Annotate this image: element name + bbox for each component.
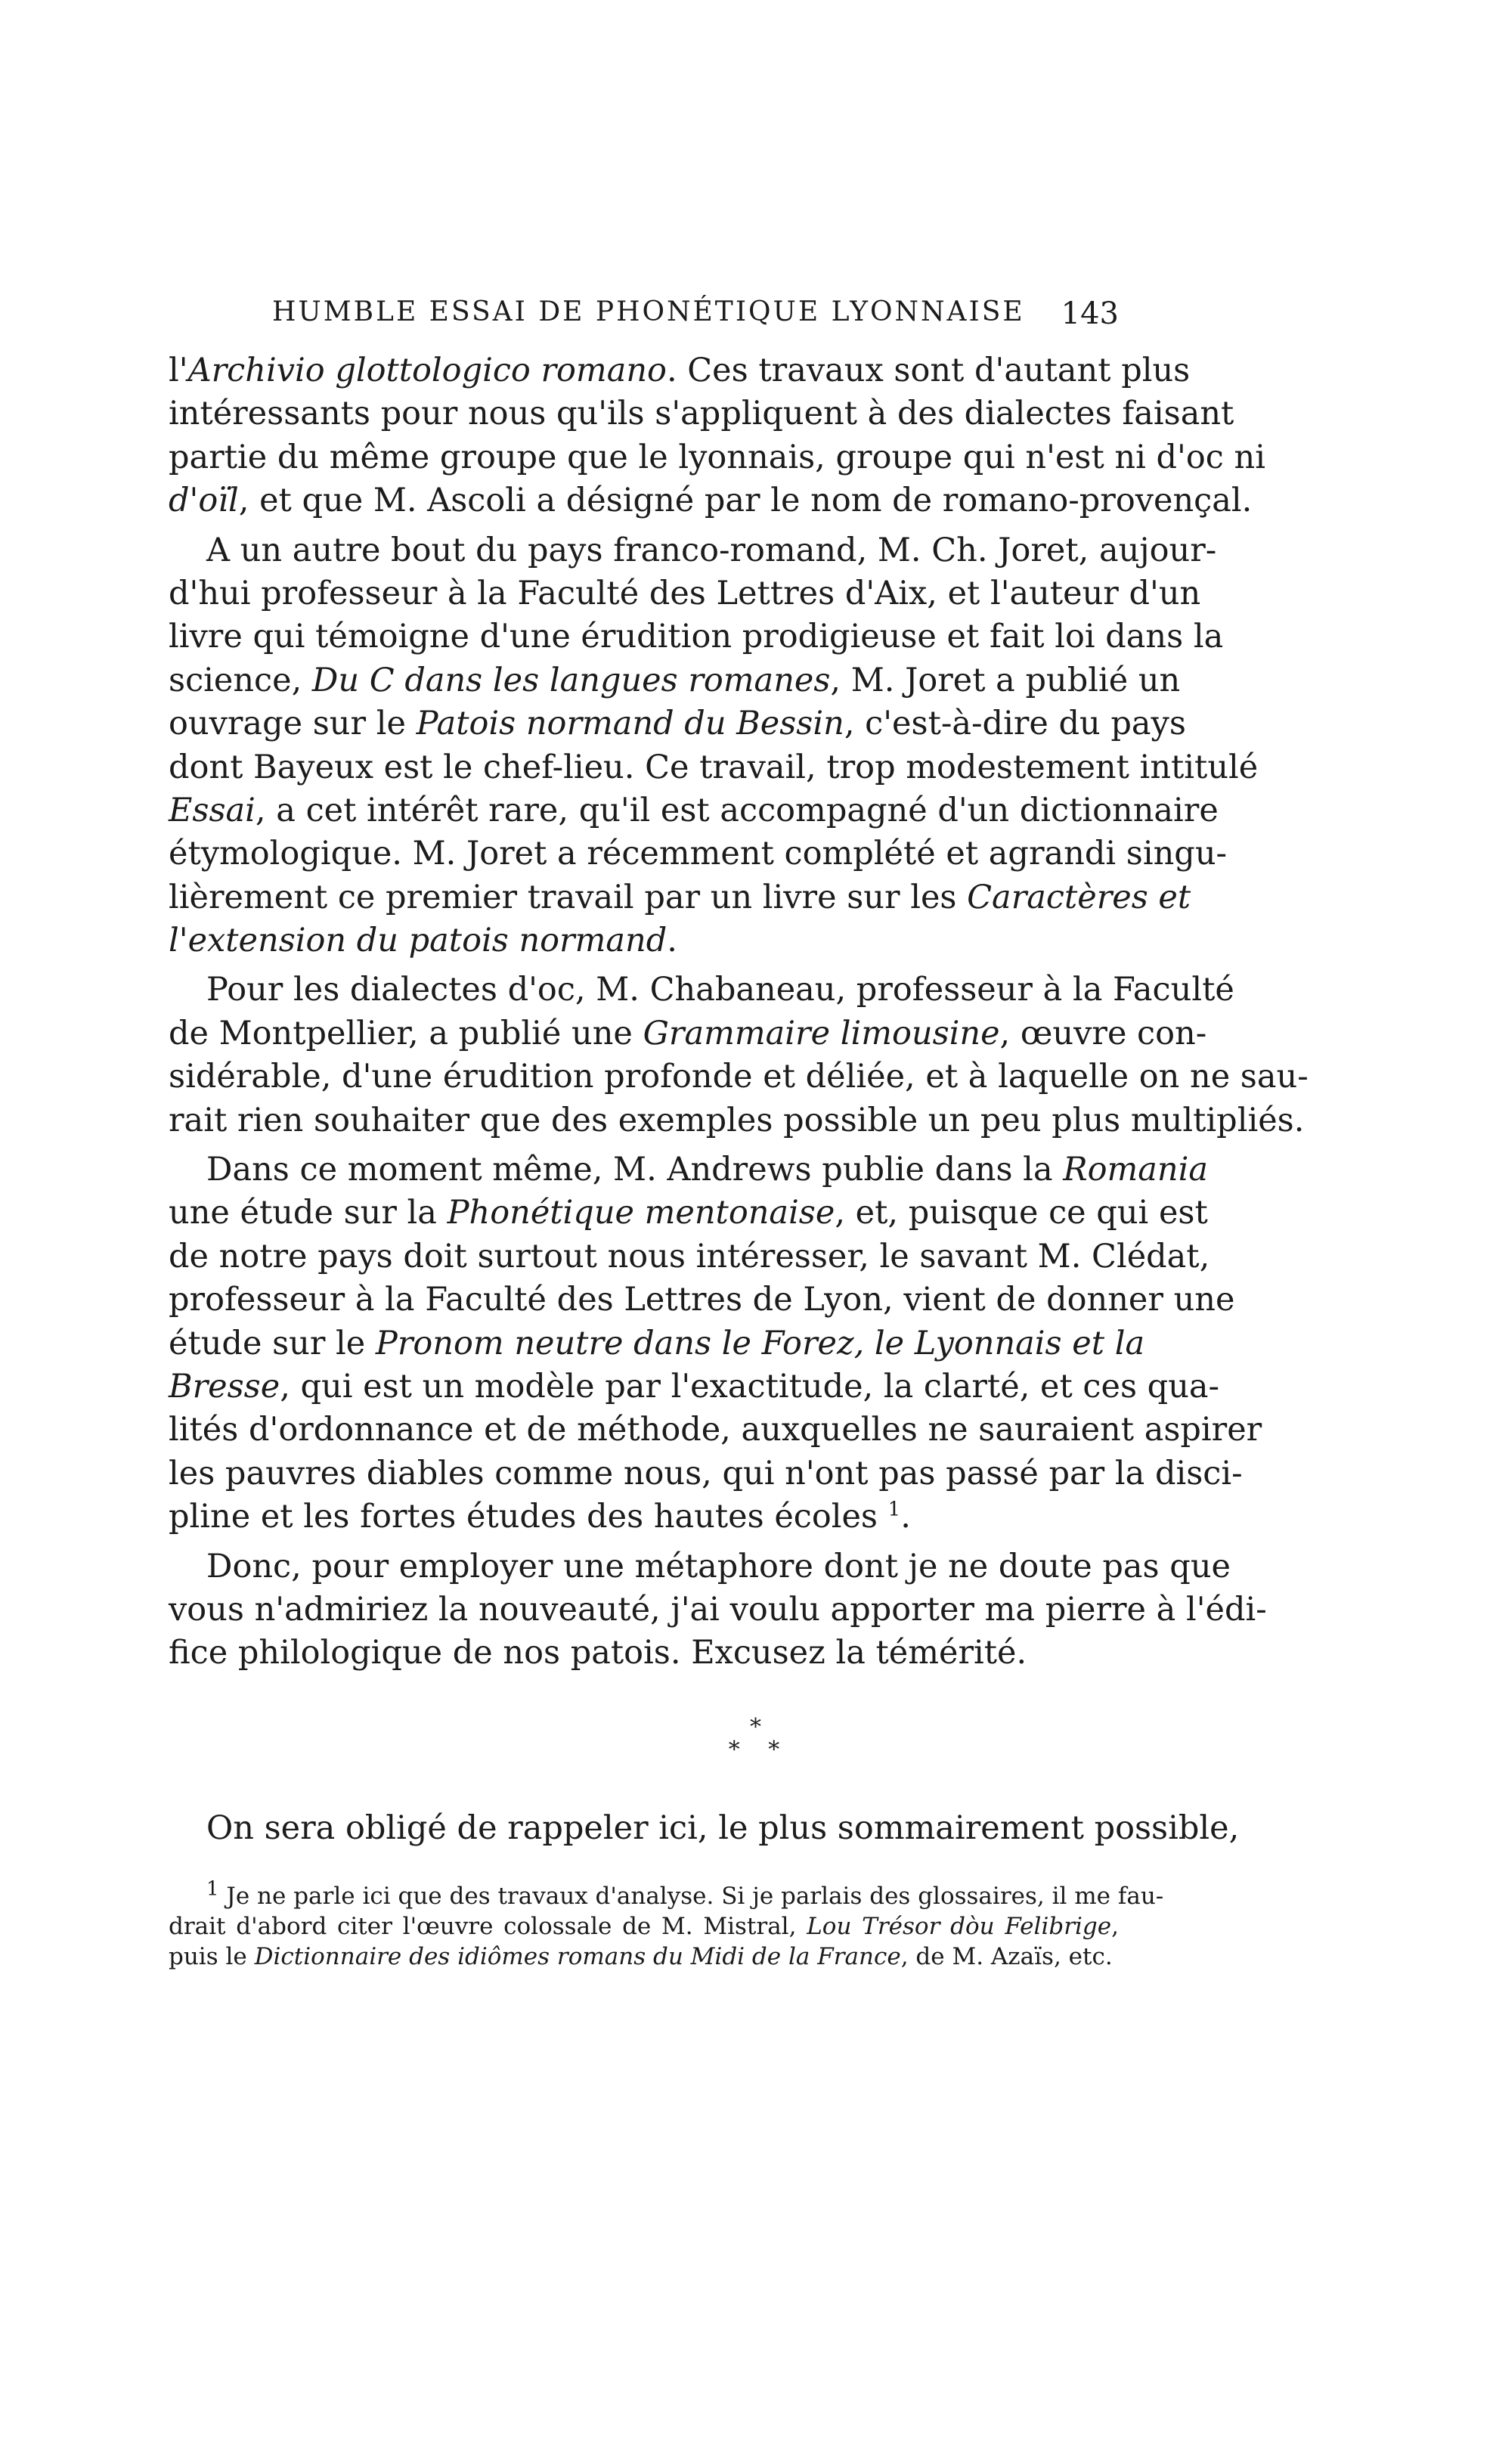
text-line [169, 1055, 1309, 1099]
text-line [169, 572, 1201, 615]
text-line [169, 436, 1265, 479]
text-run: étude sur le [169, 1324, 376, 1362]
text-run: , M. Joret a publié un [830, 661, 1181, 699]
footnote-marker: 1 [887, 1498, 901, 1521]
italic-title: l'extension du patois normand [169, 922, 667, 960]
text-run: rait rien souhaiter que des exemples possible un peu plus multipliés. [169, 1101, 1305, 1139]
text-run: , a cet intérêt rare, qu'il est accompagné d'un dictionnaire [255, 791, 1219, 829]
italic-title: Essai [169, 791, 256, 829]
text-run: de Montpellier, a publié une [169, 1014, 643, 1052]
text-run: puis le [169, 1943, 255, 1970]
italic-title: Romania [1063, 1151, 1209, 1189]
text-line [169, 1099, 1305, 1142]
italic-title: Patois normand du Bessin [416, 705, 844, 743]
running-head [272, 296, 1119, 342]
text-line [169, 876, 1191, 919]
italic-title: d'oïl [169, 482, 239, 520]
text-run: livre qui témoigne d'une érudition prodigieuse et fait loi dans la [169, 618, 1224, 656]
section-separator [0, 1716, 1496, 1769]
italic-title: Caractères et [967, 878, 1191, 916]
text-run: fice philologique de nos patois. Excusez la témérité. [169, 1634, 1027, 1672]
text-run: , et que M. Ascoli a désigné par le nom de romano-provençal. [238, 482, 1253, 520]
footnote-marker: 1 [206, 1877, 219, 1901]
italic-title: Lou Trésor dòu Felibrige [807, 1913, 1112, 1940]
text-line [169, 349, 1191, 392]
text-line [169, 1012, 1207, 1055]
text-run: de notre pays doit surtout nous intéresser, le savant M. Clédat, [169, 1237, 1210, 1275]
italic-title: Archivio glottologico romano [187, 352, 667, 389]
italic-title: Bresse [169, 1367, 280, 1406]
text-line [169, 1632, 1119, 1675]
text-line [169, 1235, 1210, 1278]
text-run: A un autre bout du pays franco-romand, M. Ch. Joret, aujour- [206, 531, 1217, 569]
text-line [169, 1322, 1145, 1365]
text-line [169, 1588, 1267, 1632]
text-line [169, 1148, 1209, 1192]
text-line [169, 789, 1219, 832]
text-run: . [667, 922, 677, 960]
text-run: d'hui professeur à la Faculté des Lettres d'Aix, et l'auteur d'un [169, 574, 1201, 612]
text-line [169, 1942, 1119, 1972]
text-line [169, 832, 1228, 876]
text-run: intéressants pour nous qu'ils s'appliquent à des dialectes faisant [169, 395, 1234, 433]
text-run: , œuvre con- [999, 1014, 1207, 1052]
running-head-title: HUMBLE ESSAI DE PHONÉTIQUE LYONNAISE [272, 296, 1025, 327]
text-run: une étude sur la [169, 1194, 448, 1232]
text-line [169, 969, 1234, 1012]
text-run: On sera obligé de rappeler ici, le plus sommairement possible, [206, 1809, 1240, 1847]
text-run: Je ne parle ici que des travaux d'analyse. Si je parlais des glossaires, il me fau- [218, 1883, 1164, 1910]
text-line [169, 919, 1119, 962]
body-text [169, 349, 1309, 1675]
text-run: . Ces travaux sont d'autant plus [666, 352, 1191, 389]
italic-title: Grammaire limousine [643, 1014, 1000, 1052]
text-line [169, 1807, 1240, 1850]
text-run: , qui est un modèle par l'exactitude, la clarté, et ces qua- [280, 1367, 1220, 1406]
text-line [169, 702, 1186, 745]
separator-stars-bottom: * * [728, 1737, 791, 1763]
text-line [169, 659, 1181, 702]
text-run: lités d'ordonnance et de méthode, auxquelles ne sauraient aspirer [169, 1411, 1262, 1449]
text-run: étymologique. M. Joret a récemment complété et agrandi singu- [169, 835, 1228, 873]
text-run: vous n'admiriez la nouveauté, j'ai voulu apporter ma pierre à l'édi- [169, 1590, 1267, 1629]
text-line [169, 1278, 1235, 1322]
text-run: pline et les fortes études des hautes écoles [169, 1498, 888, 1536]
text-run: l' [169, 352, 188, 389]
text-run: , et, puisque ce qui est [835, 1194, 1208, 1232]
text-run: dont Bayeux est le chef-lieu. Ce travail, trop modestement intitulé [169, 748, 1259, 786]
text-run: drait d'abord citer l'œuvre colossale de M. Mistral, [169, 1913, 807, 1940]
text-line [169, 1192, 1208, 1235]
italic-title: Phonétique mentonaise [447, 1194, 835, 1232]
text-line [169, 392, 1234, 435]
text-run: Donc, pour employer une métaphore dont je ne doute pas que [206, 1547, 1231, 1585]
text-run: lièrement ce premier travail par un livre sur les [169, 878, 968, 916]
text-run: professeur à la Faculté des Lettres de Lyon, vient de donner une [169, 1281, 1235, 1319]
text-line [169, 1409, 1262, 1452]
continuation-text [169, 1807, 1240, 1850]
text-run: ouvrage sur le [169, 705, 417, 743]
text-run: science, [169, 661, 312, 699]
italic-title: Pronom neutre dans le Forez, le Lyonnais et la [375, 1324, 1145, 1362]
page-number: 143 [1061, 296, 1119, 331]
text-line [169, 479, 1253, 522]
text-run: . [900, 1498, 911, 1536]
italic-title: Du C dans les langues romanes [311, 661, 831, 699]
text-line [169, 746, 1259, 789]
footnote [169, 1877, 1164, 1972]
text-run: , de M. Azaïs, etc. [900, 1943, 1113, 1970]
text-run: partie du même groupe que le lyonnais, groupe qui n'est ni d'oc ni [169, 438, 1265, 476]
text-line [169, 1365, 1220, 1409]
italic-title: Dictionnaire des idiômes romans du Midi de la France [254, 1943, 901, 1970]
text-run: Pour les dialectes d'oc, M. Chabaneau, professeur à la Faculté [206, 971, 1234, 1009]
text-line [169, 615, 1224, 659]
text-line [169, 1911, 1119, 1942]
text-run: sidérable, d'une érudition profonde et déliée, et à laquelle on ne sau- [169, 1058, 1309, 1096]
text-line [169, 1877, 1164, 1911]
text-line [169, 1495, 1119, 1539]
text-run: Dans ce moment même, M. Andrews publie dans la [206, 1151, 1064, 1189]
separator-star-top: * [750, 1714, 761, 1740]
text-line [169, 529, 1217, 572]
text-run: les pauvres diables comme nous, qui n'ont pas passé par la disci- [169, 1454, 1243, 1492]
text-run: , [1111, 1913, 1119, 1940]
text-line [169, 1545, 1231, 1588]
text-run: , c'est-à-dire du pays [844, 705, 1186, 743]
text-line [169, 1452, 1243, 1495]
